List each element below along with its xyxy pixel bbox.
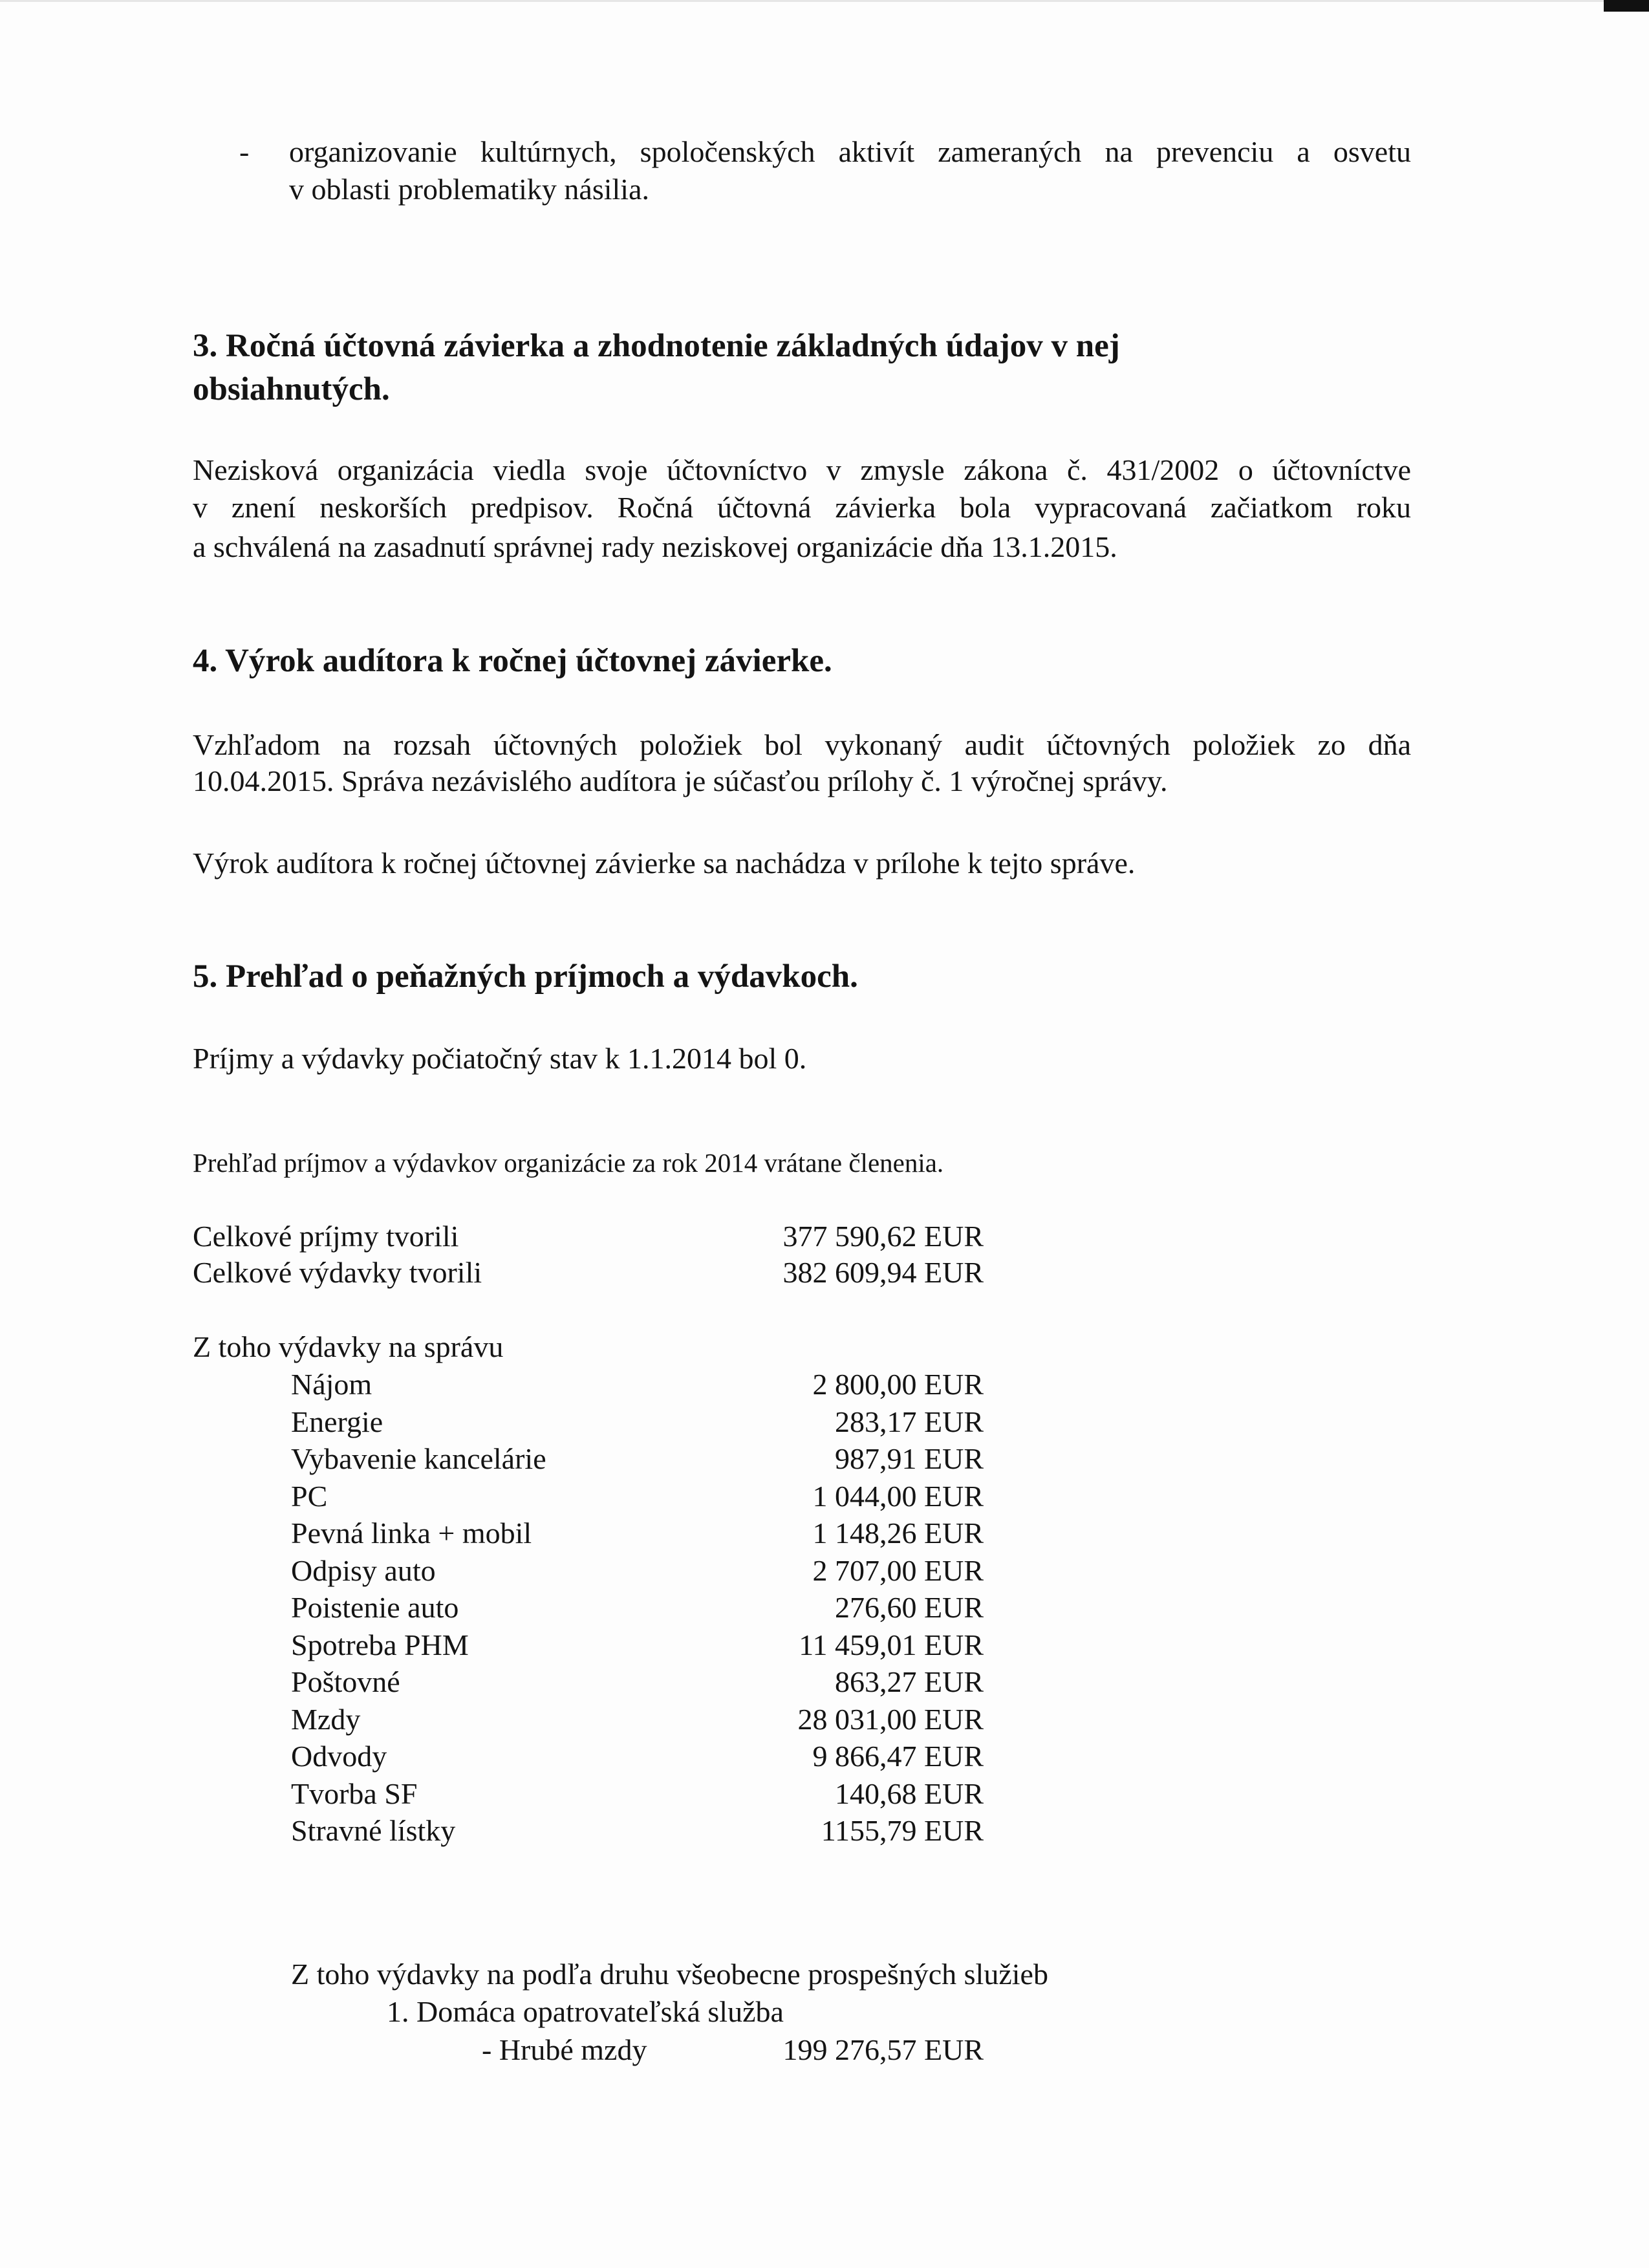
services-title: Z toho výdavky na podľa druhu všeobecne prospešných služieb <box>291 1958 1048 1991</box>
admin-item-label: Pevná linka + mobil <box>291 1517 532 1550</box>
admin-item-label: Stravné lístky <box>291 1814 456 1847</box>
admin-item-value: 2 707,00 EUR <box>812 1553 984 1587</box>
intro-line-1: organizovanie kultúrnych, spoločenských aktivít zameraných na prevenciu a osvetu <box>289 135 1411 168</box>
admin-item-label: Odpisy auto <box>291 1553 436 1587</box>
bullet-dash: - <box>239 135 250 168</box>
section3-para-line: Nezisková organizácia viedla svoje účtovníctvo v zmysle zákona č. 431/2002 o účtovníctve <box>193 453 1411 486</box>
admin-item-value: 11 459,01 EUR <box>799 1628 984 1661</box>
admin-item-value: 9 866,47 EUR <box>812 1740 984 1773</box>
admin-item-label: Spotreba PHM <box>291 1628 469 1661</box>
admin-item-value: 987,91 EUR <box>835 1442 984 1475</box>
service-1: 1. Domáca opatrovateľská služba <box>387 1995 784 2028</box>
total-income-value: 377 590,62 EUR <box>782 1220 984 1253</box>
total-expense-label: Celkové výdavky tvorili <box>193 1256 482 1289</box>
admin-item-value: 140,68 EUR <box>835 1777 984 1810</box>
admin-item-value: 1 044,00 EUR <box>812 1479 984 1513</box>
section3-heading: 3. Ročná účtovná závierka a zhodnotenie základných údajov v nej <box>193 328 1120 364</box>
admin-item-value: 1 148,26 EUR <box>812 1517 984 1550</box>
section4-heading: 4. Výrok audítora k ročnej účtovnej závierke. <box>193 643 832 679</box>
section3-para-line: v znení neskorších predpisov. Ročná účtovná závierka bola vypracovaná začiatkom roku <box>193 491 1411 524</box>
admin-item-label: Nájom <box>291 1368 372 1401</box>
admin-item-value: 1155,79 EUR <box>821 1814 984 1847</box>
admin-item-label: Odvody <box>291 1740 387 1773</box>
section4-para-line: 10.04.2015. Správa nezávislého audítora je súčasťou prílohy č. 1 výročnej správy. <box>193 764 1168 797</box>
scan-mark <box>1604 0 1649 12</box>
admin-item-value: 283,17 EUR <box>835 1405 984 1438</box>
overview-title: Prehľad príjmov a výdavkov organizácie za rok 2014 vrátane členenia. <box>193 1148 944 1178</box>
admin-item-label: Poistenie auto <box>291 1591 459 1624</box>
section4-para2: Výrok audítora k ročnej účtovnej závierke sa nachádza v prílohe k tejto správe. <box>193 847 1136 880</box>
admin-item-label: Tvorba SF <box>291 1777 418 1810</box>
scan-edge <box>0 0 1604 2</box>
admin-item-label: Energie <box>291 1405 383 1438</box>
service1-wages-value: 199 276,57 EUR <box>782 2033 984 2066</box>
admin-item-value: 28 031,00 EUR <box>797 1702 984 1736</box>
admin-item-label: PC <box>291 1479 328 1513</box>
total-expense-value: 382 609,94 EUR <box>782 1256 984 1289</box>
section5-heading: 5. Prehľad o peňažných príjmoch a výdavkoch. <box>193 958 858 995</box>
intro-line-2: v oblasti problematiky násilia. <box>289 173 650 206</box>
admin-title: Z toho výdavky na správu <box>193 1330 504 1363</box>
section3-heading-cont: obsiahnutých. <box>193 371 390 407</box>
section3-para-line: a schválená na zasadnutí správnej rady neziskovej organizácie dňa 13.1.2015. <box>193 530 1117 563</box>
service1-wages-label: - Hrubé mzdy <box>482 2033 647 2066</box>
admin-item-label: Mzdy <box>291 1702 361 1736</box>
total-income-label: Celkové príjmy tvorili <box>193 1220 459 1253</box>
admin-item-value: 2 800,00 EUR <box>812 1368 984 1401</box>
admin-item-label: Vybavenie kancelárie <box>291 1442 546 1475</box>
admin-item-value: 276,60 EUR <box>835 1591 984 1624</box>
initial-state: Príjmy a výdavky počiatočný stav k 1.1.2014 bol 0. <box>193 1042 807 1075</box>
admin-item-label: Poštovné <box>291 1665 400 1698</box>
section4-para-line: Vzhľadom na rozsah účtovných položiek bol vykonaný audit účtovných položiek zo dňa <box>193 728 1411 761</box>
admin-item-value: 863,27 EUR <box>835 1665 984 1698</box>
